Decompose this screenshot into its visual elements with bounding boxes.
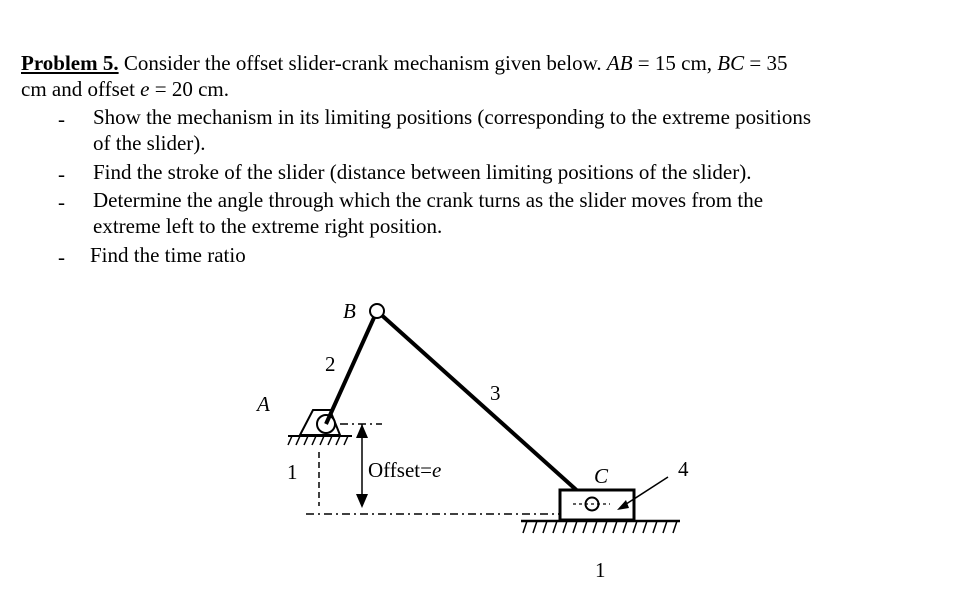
label-link-3: 3 <box>490 381 501 405</box>
label-link-4: 4 <box>678 457 689 481</box>
bullet-dash-3: - <box>58 190 65 214</box>
bullet-1-line-1: Show the mechanism in its limiting positions (corresponding to the extreme positions <box>93 105 812 129</box>
bullet-2-line-1: Find the stroke of the slider (distance between limiting positions of the slider). <box>93 160 752 184</box>
bullet-dash-4: - <box>58 245 65 269</box>
label-ground-1-right: 1 <box>595 558 606 582</box>
bullet-4-line-1: Find the time ratio <box>90 243 246 267</box>
label-c: C <box>594 464 609 488</box>
bullet-3-line-2: extreme left to the extreme right position. <box>93 214 443 238</box>
bullet-dash-1: - <box>58 107 65 131</box>
offset-value: = 20 cm. <box>149 77 229 101</box>
problem-intro: Consider the offset slider-crank mechanism given below. <box>118 51 607 75</box>
label-a: A <box>257 392 270 416</box>
offset-label: Offset=e <box>368 458 442 482</box>
problem-label: Problem 5. <box>21 51 119 75</box>
e-variable: e <box>140 77 150 101</box>
bullet-dash-2: - <box>58 162 65 186</box>
bc-variable: BC <box>717 51 745 75</box>
pin-joint-b <box>370 304 384 318</box>
bullet-1-line-2: of the slider). <box>93 131 206 155</box>
label-link-2: 2 <box>325 352 336 376</box>
bc-value: = 35 <box>744 51 788 75</box>
label-b: B <box>343 299 356 323</box>
label-ground-1-left: 1 <box>287 460 298 484</box>
offset-intro: cm and offset <box>21 77 141 101</box>
ab-variable: AB <box>606 51 633 75</box>
ab-value: = 15 cm, <box>632 51 718 75</box>
bullet-3-line-1: Determine the angle through which the crank turns as the slider moves from the <box>93 188 764 212</box>
ground-slider <box>521 521 680 533</box>
